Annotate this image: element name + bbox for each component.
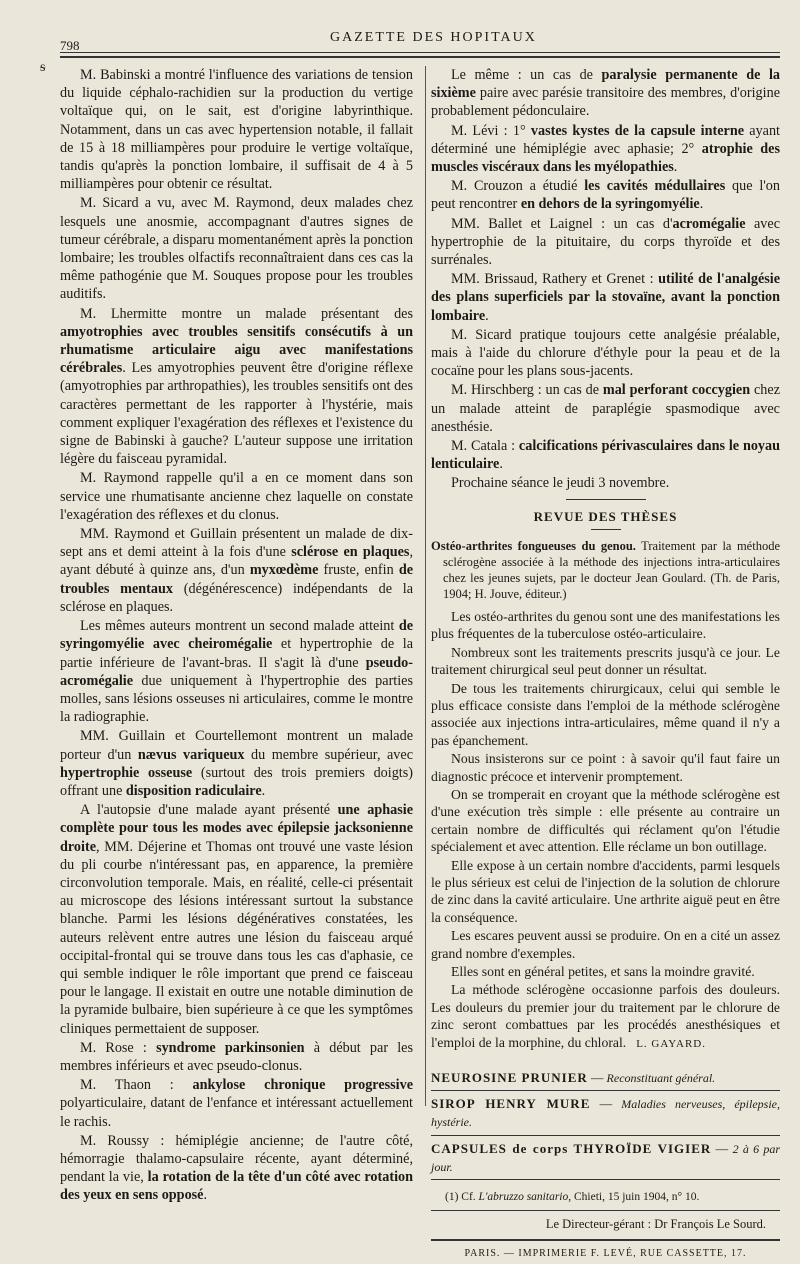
ad-capsules-vigier: CAPSULES de corps THYROÏDE VIGIER — 2 à 6 par jour. (431, 1136, 780, 1180)
paragraph: M. Raymond rappelle qu'il a en ce moment dans son service une rhumatisante ancienne chez laquelle on constate l'exagération des réflexes et du clonus. (60, 470, 413, 523)
header-rule (60, 52, 780, 53)
paragraph: La méthode sclérogène occasionne parfois des douleurs. Les douleurs du premier jour du traitement par le chlorure de zinc seront combattues par les procédés anesthésiques et l'emploi de la morphine, du chloral. L. GAYARD. (431, 982, 780, 1050)
paragraph: M. Roussy : hémiplégie ancienne; de l'autre côté, hémorragie thalamo-capsulaire récente, ayant déterminé, pendant la vie, la rotation de la tête d'un côté avec rotation des yeux en sens opposé. (60, 1132, 413, 1204)
paragraph: MM. Ballet et Laignel : un cas d'acromégalie avec hypertrophie de la pituitaire, du corps thyroïde et des surrénales. (431, 215, 780, 269)
paragraph: M. Babinski a montré l'influence des variations de tension du liquide céphalo-rachidien sur la production du vertige voltaïque qui, on le sait, est d'origine labyrinthique. Notamment, dans un cas avec hypertension notable, il fallait de 15 à 18 milliampères pour produire le vertige voltaïque, tandis qu'après la ponction lombaire, il suffisait de 4 à 5 milliampères pour obtenir ce résultat. (60, 67, 413, 193)
paragraph: On se tromperait en croyant que la méthode sclérogène est d'une exécution très simple : elle présente au contraire un certain nombre de difficultés qui réclament qu'on l'étudie spécialement et avec attention. Elle réclame un bon outillage. (431, 786, 780, 855)
paragraph: M. Sicard pratique toujours cette analgésie préalable, mais à l'aide du chlorure d'éthyle pour la peau et de la cocaïne pour les plans sous-jacents. (431, 326, 780, 380)
paragraph: M. Lévi : 1° vastes kystes de la capsule interne ayant déterminé une hémiplégie avec aphasie; 2° atrophie des muscles viscéraux dans les myélopathies. (431, 122, 780, 176)
paragraph: M. Lhermitte montre un malade présentant des amyotrophies avec troubles sensitifs consécutifs à un rhumatisme articulaire aigu avec manifestations cérébrales. Les amyotrophies peuvent être d'origine réflexe (amyotrophies par arthropathies), les troubles sensitifs ont des caractères permettant de les rapporter à l'hystérie, mais comment expliquer l'exagération des réflexes et l'existence du signe de Babinski à gauche? L'auteur suppose une irritation légère du faisceau pyramidal. (60, 305, 413, 468)
header-rule-double (60, 56, 780, 58)
paragraph: Prochaine séance le jeudi 3 novembre. (451, 475, 670, 492)
ad-neurosine: NEUROSINE PRUNIER — Reconstituant général. (431, 1065, 780, 1091)
paragraph: M. Rose : syndrome parkinsonien à début par les membres inférieurs et avec pseudo-clonus. (60, 1039, 413, 1074)
paragraph: Nombreux sont les traitements prescrits jusqu'à ce jour. Le traitement chirurgical seul peut donner un résultat. (431, 644, 780, 678)
ad-sirop-henry-mure: SIROP HENRY MURE — Maladies nerveuses, épilepsie, hystérie. (431, 1091, 780, 1135)
margin-mark: ᵴ (40, 60, 46, 75)
printer-line: PARIS. — IMPRIMERIE F. LEVÉ, RUE CASSETTE, 17. (431, 1239, 780, 1263)
paragraph: MM. Raymond et Guillain présentent un malade de dix-sept ans et demi atteint à la fois d'une sclérose en plaques, ayant débuté à quinze ans, d'un myxœdème fruste, enfin de troubles mentaux (dégénérescence) indépendants de la sclérose en plaques. (60, 526, 413, 615)
footnote: (1) Cf. L'abruzzo sanitario, Chieti, 15 juin 1904, n° 10. (445, 1191, 700, 1204)
paragraph: Les escares peuvent aussi se produire. On en a cité un assez grand nombre d'exemples. (431, 928, 780, 961)
section-heading-rule (591, 529, 621, 530)
paragraph: M. Thaon : ankylose chronique progressive polyarticulaire, datant de l'enfance et intéressant actuellement le rachis. (60, 1077, 414, 1130)
paragraph: M. Hirschberg : un cas de mal perforant coccygien chez un malade atteint de paraplégie spasmodique avec anesthésie. (431, 382, 780, 435)
director-line: Le Directeur-gérant : Dr François Le Sourd. (545, 1217, 766, 1232)
section-ornament-rule (566, 499, 646, 500)
page-number: 798 (60, 38, 80, 53)
paragraph: Nous insisterons sur ce point : à savoir qu'il faut faire un diagnostic précoce et intervenir promptement. (431, 751, 780, 784)
paragraph: M. Catala : calcifications périvasculaires dans le noyau lenticulaire. (431, 438, 781, 473)
paragraph: De tous les traitements chirurgicaux, celui qui semble le plus efficace consiste dans l'emploi de la méthode sclérogène associée aux injections intra-articulaires, même quand il n'y a pas épanchement. (431, 680, 780, 748)
footnote-rule (431, 1210, 780, 1211)
paragraph: Les mêmes auteurs montrent un second malade atteint de syringomyélie avec cheiromégalie et hypertrophie de la partie inférieure de l'avant-bras. Il s'agit là d'une pseudo-acromégalie due uniquement à l'hypertrophie des parties molles, sans lésions osseuses ni articulaires, comme le montre la radiographie. (60, 618, 413, 726)
paragraph: Elles sont en général petites, et sans la moindre gravité. (451, 964, 755, 979)
paragraph: Le même : un cas de paralysie permanente de la sixième paire avec parésie transitoire des membres, d'origine probablement pédonculaire. (431, 67, 781, 120)
running-title: GAZETTE DES HOPITAUX (330, 30, 537, 45)
thesis-citation: Ostéo-arthrites fongueuses du genou. Traitement par la méthode sclérogène associée à la méthode des injections intra-articulaires chez les jeunes sujets, par le docteur Jean Goulard. (Th. de Paris, 1904; H. Jouve, éditeur.) (431, 538, 780, 601)
right-column (431, 66, 780, 1264)
paragraph: Les ostéo-arthrites du genou sont une des manifestations les plus fréquentes de la tuberculose ostéo-articulaire. (431, 608, 780, 642)
paragraph: M. Sicard a vu, avec M. Raymond, deux malades chez lesquels une anosmie, accompagnant d'autres signes de tumeur cérébrale, a disparu momentanément après la ponction lombaire; les troubles olfactifs reconnaîtraient dans ces cas la même pathogénie que M. Souques propose pour les troubles auditifs. (60, 195, 413, 303)
paragraph: MM. Brissaud, Rathery et Grenet : utilité de l'analgésie des plans superficiels par la stovaïne, avant la ponction lombaire. (431, 271, 780, 324)
review-signature: L. GAYARD. (636, 1037, 706, 1050)
section-heading: REVUE DES THÈSES (533, 508, 678, 524)
paragraph: M. Crouzon a étudié les cavités médullaires que l'on peut rencontrer en dehors de la syringomyélie. (431, 178, 780, 213)
paragraph: MM. Guillain et Courtellemont montrent un malade porteur d'un nævus variqueux du membre supérieur, avec hypertrophie osseuse (surtout des trois premiers doigts) offrant une disposition radiculaire. (60, 728, 413, 799)
paragraph: Elle expose à un certain nombre d'accidents, parmi lesquels le plus sérieux est celui de l'injection de la solution de chlorure de zinc dans la cavité articulaire. Une arthrite aiguë peut en être la conséquence. (431, 857, 780, 925)
review-body (431, 608, 780, 1053)
column-divider (425, 66, 426, 1106)
left-column (60, 66, 413, 1206)
advertisements (431, 1065, 780, 1180)
paragraph: A l'autopsie d'une malade ayant présenté une aphasie complète pour tous les modes avec épilepsie jacksonienne droite, MM. Déjerine et Thomas ont trouvé une vaste lésion du pli courbe n'intéressant pas, en apparence, la première circonvolution temporale. Mais, en réalité, celle-ci présentait au microscope des lésions intéressant surtout la substance blanche. Parmi les lésions dégénératives constatées, les auteurs relèvent entre autres une lésion du faisceau arqué occipital-frontal qui se trouve dans tous les cas d'aphasie, ce qui semble indiquer le rôle important que prend ce faisceau pour le langage. Il existait en outre une notable diminution de la pyramide bulbaire, bien supérieure à ce que les symptômes cliniques permettaient de supposer. (60, 802, 413, 1037)
